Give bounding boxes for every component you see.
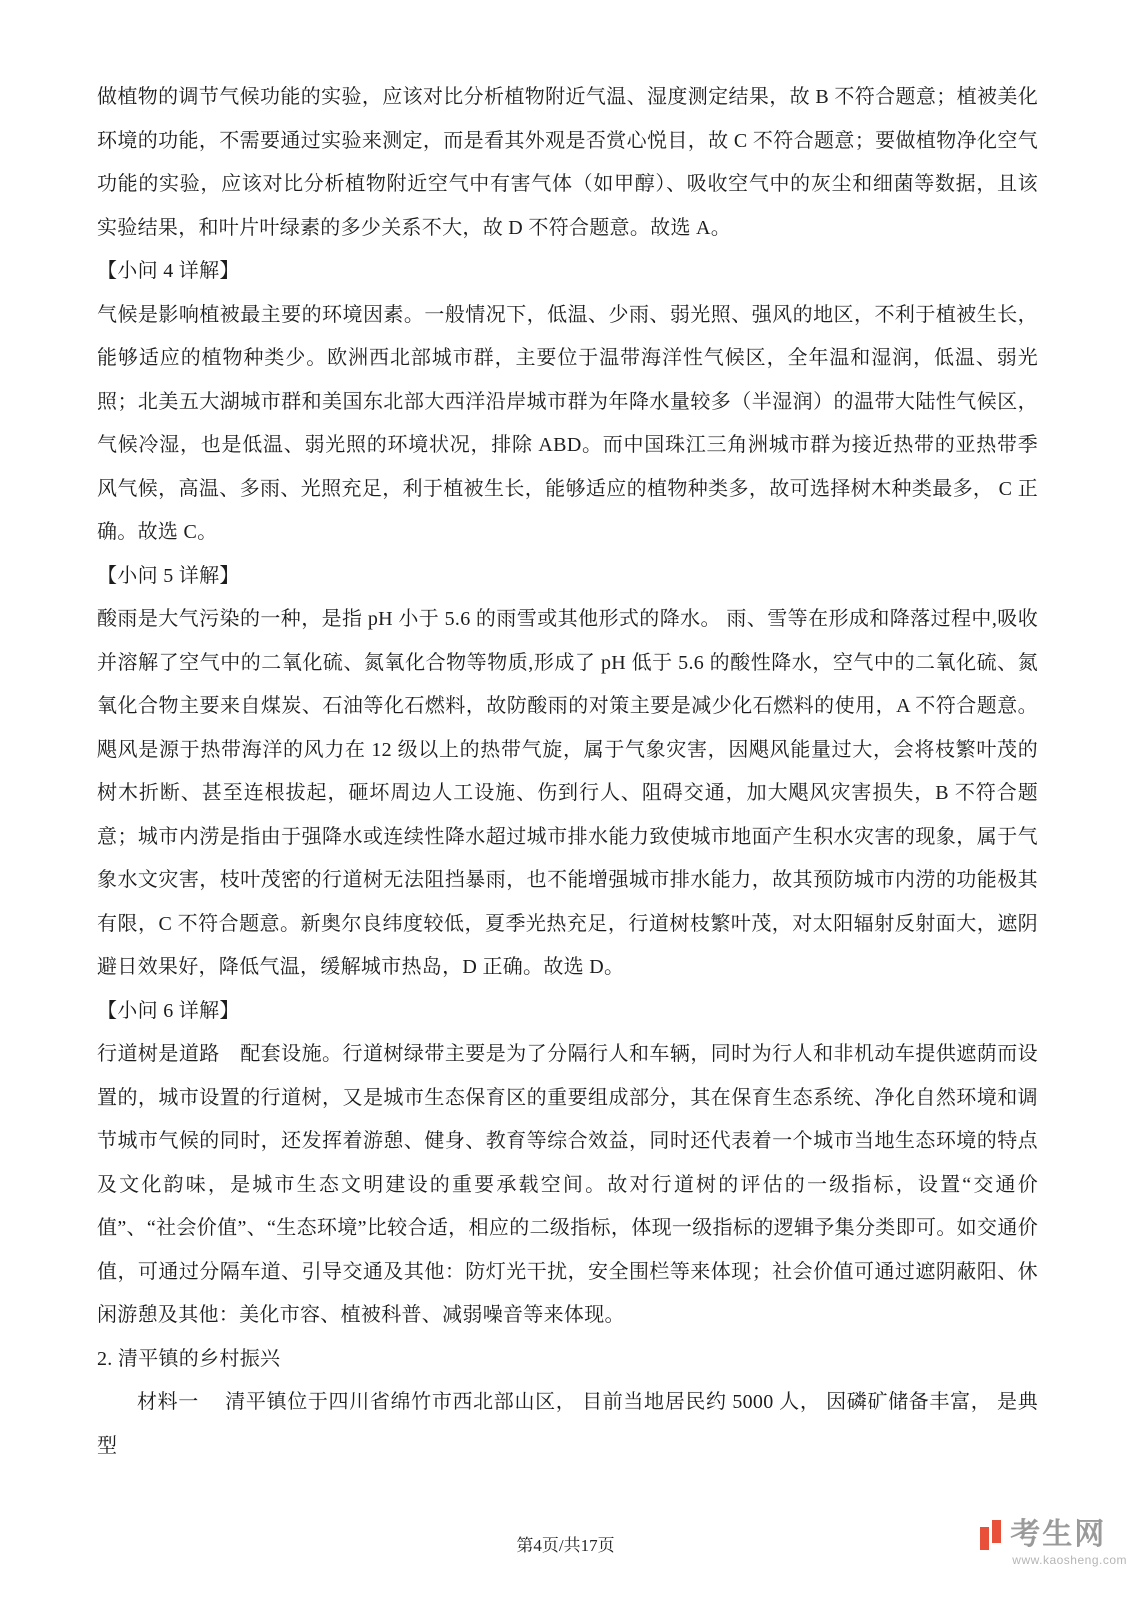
subquestion-5-explanation: 酸雨是大气污染的一种，是指 pH 小于 5.6 的雨雪或其他形式的降水。 雨、雪等在形成和降落过程中,吸收并溶解了空气中的二氧化硫、氮氧化合物等物质,形成了 pH 低于 5.6 的酸性降水，空气中的二氧化硫、氮氧化合物主要来自煤炭、石油等化石燃料，故防酸雨的对策主要是减少化石燃料的使用，A 不符合题意。飓风是源于热带海洋的风力在 12 级以上的热带气旋，属于气象灾害，因飓风能量过大，会将枝繁叶茂的树木折断、甚至连根拔起，砸坏周边人工设施、伤到行人、阻碍交通，加大飓风灾害损失，B 不符合题意；城市内涝是指由于强降水或连续性降水超过城市排水能力致使城市地面产生积水灾害的现象，属于气象水文灾害，枝叶茂密的行道树无法阻挡暴雨，也不能增强城市排水能力，故其预防城市内涝的功能极其有限，C 不符合题意。新奥尔良纬度较低，夏季光热充足，行道树枝繁叶茂，对太阳辐射反射面大，遮阴避日效果好，降低气温，缓解城市热岛，D 正确。故选 D。 <box>97 608 1038 978</box>
question-2-title: 2. 清平镇的乡村振兴 <box>97 1347 281 1370</box>
material-1-paragraph: 材料一 清平镇位于四川省绵竹市西北部山区， 目前当地居民约 5000 人， 因磷矿储备丰富， 是典型 <box>97 1391 1038 1457</box>
document-content <box>97 76 1038 1468</box>
page-number-indicator: 第4页/共17页 <box>516 1536 615 1555</box>
subquestion-6-explanation: 行道树是道路 配套设施。行道树绿带主要是为了分隔行人和车辆，同时为行人和非机动车提供遮荫而设置的，城市设置的行道树，又是城市生态保育区的重要组成部分，其在保育生态系统、净化自然环境和调节城市气候的同时，还发挥着游憩、健身、教育等综合效益，同时还代表着一个城市当地生态环境的特点及文化韵味，是城市生态文明建设的重要承载空间。故对行道树的评估的一级指标，设置“交通价值”、“社会价值”、“生态环境”比较合适，相应的二级指标，体现一级指标的逻辑予集分类即可。如交通价值，可通过分隔车道、引导交通及其他：防灯光干扰，安全围栏等来体现；社会价值可通过遮阴蔽阳、休闲游憩及其他：美化市容、植被科普、减弱噪音等来体现。 <box>97 1043 1038 1326</box>
watermark-url-text: www.kaosheng.com <box>1012 1553 1127 1567</box>
subquestion-6-header: 【小问 6 详解】 <box>97 999 240 1022</box>
watermark-brand-text: 考生网 <box>1010 1518 1107 1551</box>
kaosheng-logo-icon <box>978 1520 1004 1550</box>
answer-explanation-paragraph: 做植物的调节气候功能的实验，应该对比分析植物附近气温、湿度测定结果，故 B 不符合题意；植被美化环境的功能，不需要通过实验来测定，而是看其外观是否赏心悦目，故 C 不符合题意；要做植物净化空气功能的实验，应该对比分析植物附近空气中有害气体（如甲醇）、吸收空气中的灰尘和细菌等数据，且该实验结果，和叶片叶绿素的多少关系不大，故 D 不符合题意。故选 A。 <box>97 86 1038 239</box>
subquestion-4-header: 【小问 4 详解】 <box>97 260 240 282</box>
subquestion-5-header: 【小问 5 详解】 <box>97 564 240 587</box>
kaosheng-watermark <box>978 1520 1127 1566</box>
subquestion-4-explanation: 气候是影响植被最主要的环境因素。一般情况下，低温、少雨、弱光照、强风的地区，不利于植被生长，能够适应的植物种类少。欧洲西北部城市群，主要位于温带海洋性气候区，全年温和湿润，低温、弱光照；北美五大湖城市群和美国东北部大西洋沿岸城市群为年降水量较多（半湿润）的温带大陆性气候区，气候冷湿，也是低温、弱光照的环境状况，排除 ABD。而中国珠江三角洲城市群为接近热带的亚热带季风气候，高温、多雨、光照充足，利于植被生长，能够适应的植物种类多，故可选择树木种类最多， C 正确。故选 C。 <box>97 303 1038 543</box>
page-footer <box>0 1531 1131 1556</box>
